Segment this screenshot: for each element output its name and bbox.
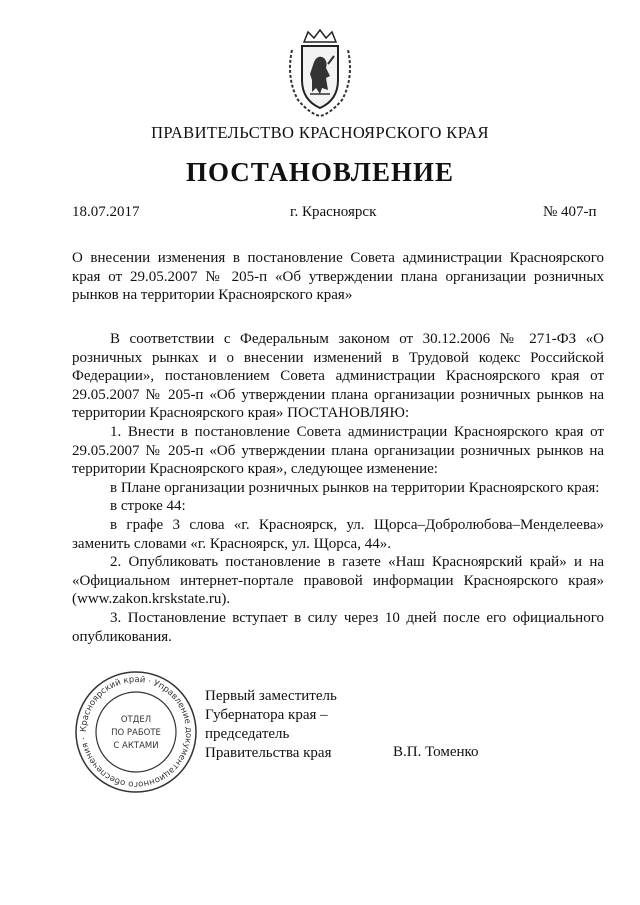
signer-name: В.П. Томенко: [393, 744, 479, 760]
body-paragraph-item-1: 1. Внести в постановление Совета администрации Красноярского края от 29.05.2007 № 205-п «Об утверждении плана организации розничных рынков на территории Красноярского края», следующее изменение:: [72, 423, 604, 478]
official-stamp: [72, 668, 200, 796]
body-paragraph-column: в графе 3 слова «г. Красноярск, ул. Щорса–Добролюбова–Менделеева» заменить словами «г. Красноярск, ул. Щорса, 44».: [72, 516, 604, 552]
stamp-line-1: ОТДЕЛ: [120, 715, 152, 725]
document-type-title: ПОСТАНОВЛЕНИЕ: [185, 157, 455, 187]
coat-of-arms-emblem: [280, 28, 360, 118]
signer-position: [205, 687, 337, 763]
document-date: 18.07.2017: [72, 204, 140, 220]
signer-line-2: Губернатора края –: [205, 707, 328, 723]
body-paragraph-preamble: В соответствии с Федеральным законом от 30.12.2006 № 271-ФЗ «О розничных рынках и о внесении изменений в Трудовой кодекс Российской Федерации», постановлением Совета администрации Красноярского края от 29.05.2007 № 205-п «Об утверждении плана организации розничных рынков на территории Красноярского края» ПОСТАНОВЛЯЮ:: [72, 331, 604, 422]
document-city: г. Красноярск: [290, 204, 377, 220]
body-paragraph-plan: в Плане организации розничных рынков на территории Красноярского края:: [110, 479, 600, 496]
stamp-line-2: ПО РАБОТЕ: [111, 728, 161, 738]
body-paragraph-item-2: 2. Опубликовать постановление в газете «Наш Красноярский край» и на «Официальном интернет-портале правовой информации Красноярского края» (www.zakon.krskstate.ru).: [72, 554, 604, 608]
document-body: [72, 330, 604, 646]
signer-line-1: Первый заместитель: [205, 688, 337, 704]
signer-line-4: Правительства края: [205, 745, 332, 761]
signer-line-3: председатель: [205, 726, 290, 742]
stamp-outer-text: Красноярский край · Управление документационного обеспечения ·: [78, 674, 194, 790]
body-paragraph-item-3: 3. Постановление вступает в силу через 10 дней после его официального опубликования.: [72, 609, 604, 645]
stamp-line-3: С АКТАМИ: [113, 741, 159, 751]
organization-title: ПРАВИТЕЛЬСТВО КРАСНОЯРСКОГО КРАЯ: [151, 123, 489, 142]
body-paragraph-row: в строке 44:: [110, 498, 186, 515]
document-number: № 407-п: [543, 204, 597, 220]
document-subject: О внесении изменения в постановление Совета администрации Красноярского края от 29.05.2007 № 205-п «Об утверждении плана организации розничных рынков на территории Красноярского края»: [72, 250, 604, 303]
